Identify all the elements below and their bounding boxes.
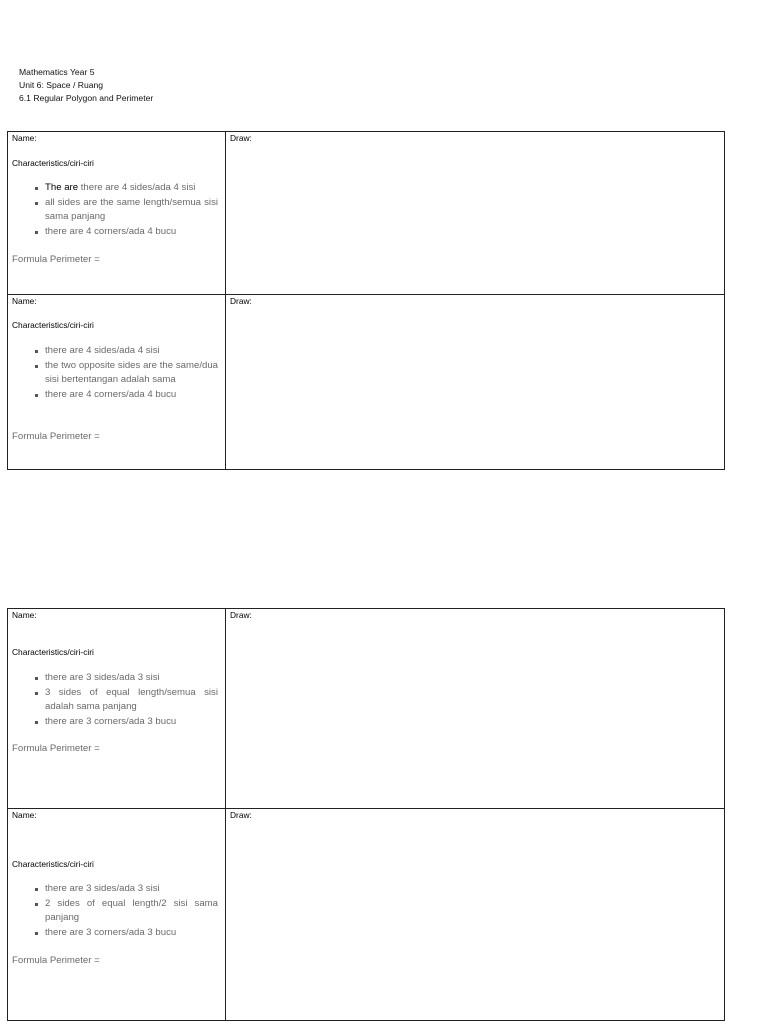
bullet-text: there are 3 corners/ada 3 bucu <box>45 926 177 938</box>
lead-text: The are <box>45 182 79 193</box>
list-item <box>8 715 222 730</box>
list-item <box>8 196 222 225</box>
characteristics-title: Characteristics/ciri-ciri <box>12 320 94 330</box>
bullet-text: 2 sides of equal length/2 sisi sama panjang <box>45 897 218 923</box>
info-cell <box>8 809 226 1020</box>
list-item <box>8 359 222 388</box>
bullet-text: there are 4 corners/ada 4 bucu <box>45 388 177 400</box>
formula-perimeter-label: Formula Perimeter = <box>12 955 100 966</box>
draw-cell[interactable] <box>226 809 724 1020</box>
name-label: Name: <box>12 610 37 620</box>
bullet-text: all sides are the same length/semua sisi sama panjang <box>45 196 218 222</box>
worksheet-header <box>19 66 153 105</box>
bullet-text: there are 4 sides/ada 4 sisi <box>45 345 160 356</box>
bullet-text: 3 sides of equal length/semua sisi adalah sama panjang <box>45 686 218 712</box>
worksheet-table-2 <box>7 608 725 1021</box>
characteristics-list <box>8 181 222 239</box>
draw-cell[interactable] <box>226 609 724 808</box>
characteristics-list <box>8 671 222 729</box>
worksheet-table-1 <box>7 131 725 470</box>
list-item <box>8 181 222 196</box>
topic-title: 6.1 Regular Polygon and Perimeter <box>19 93 154 103</box>
characteristics-title: Characteristics/ciri-ciri <box>12 647 94 657</box>
list-item <box>8 388 222 403</box>
bullet-text: there are 3 sides/ada 3 sisi <box>45 672 160 683</box>
characteristics-title: Characteristics/ciri-ciri <box>12 158 94 168</box>
characteristics-list <box>8 344 222 402</box>
shape-row-2 <box>8 294 724 469</box>
list-item <box>8 671 222 686</box>
shape-row-4 <box>8 808 724 1020</box>
name-label: Name: <box>12 133 37 143</box>
bullet-text: the two opposite sides are the same/dua sisi bertentangan adalah sama <box>45 359 218 385</box>
name-label: Name: <box>12 296 37 306</box>
info-cell <box>8 295 226 469</box>
characteristics-title: Characteristics/ciri-ciri <box>12 859 94 869</box>
formula-perimeter-label: Formula Perimeter = <box>12 743 100 754</box>
shape-row-1 <box>8 132 724 294</box>
characteristics-list <box>8 882 222 940</box>
list-item <box>8 686 222 715</box>
unit-title: Unit 6: Space / Ruang <box>19 80 104 90</box>
list-item <box>8 882 222 897</box>
info-cell <box>8 609 226 808</box>
formula-perimeter-label: Formula Perimeter = <box>12 431 100 442</box>
info-cell <box>8 132 226 294</box>
name-label: Name: <box>12 810 37 820</box>
draw-label: Draw: <box>230 296 252 306</box>
bullet-text: there are 4 sides/ada 4 sisi <box>80 182 196 193</box>
bullet-text: there are 3 corners/ada 3 bucu <box>45 715 177 727</box>
subject-title: Mathematics Year 5 <box>19 67 95 77</box>
formula-perimeter-label: Formula Perimeter = <box>12 254 100 265</box>
shape-row-3 <box>8 609 724 808</box>
draw-label: Draw: <box>230 610 252 620</box>
draw-label: Draw: <box>230 810 252 820</box>
bullet-text: there are 4 corners/ada 4 bucu <box>45 225 177 237</box>
list-item <box>8 926 222 941</box>
draw-label: Draw: <box>230 133 252 143</box>
list-item <box>8 344 222 359</box>
list-item <box>8 225 222 240</box>
draw-cell[interactable] <box>226 132 724 294</box>
draw-cell[interactable] <box>226 295 724 469</box>
list-item <box>8 897 222 926</box>
bullet-text: there are 3 sides/ada 3 sisi <box>45 883 160 894</box>
